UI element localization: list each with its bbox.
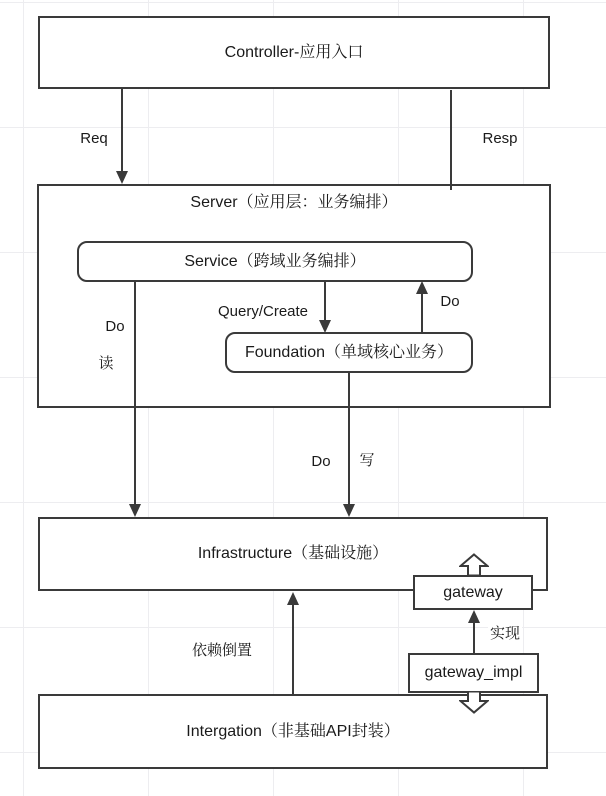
arrowhead-down-icon [319, 320, 331, 333]
arrowhead-up-icon [416, 281, 428, 294]
arrowhead-up-icon [468, 610, 480, 623]
arrowhead-up-icon [287, 592, 299, 605]
edge-implement[interactable] [473, 622, 475, 653]
node-gateway-impl[interactable] [408, 653, 539, 693]
node-gateway-label: gateway [443, 583, 503, 601]
edge-label-dependency-inversion: 依赖倒置 [191, 642, 253, 659]
edge-label-implement: 实现 [489, 625, 521, 642]
edge-label-resp: Resp [482, 130, 518, 147]
hollow-arrow-down-icon [459, 691, 489, 714]
edge-label-read: 读 [98, 355, 114, 372]
node-gateway-impl-label: gateway_impl [424, 664, 523, 682]
edge-do-up[interactable] [421, 293, 423, 333]
edge-label-do-up: Do [440, 293, 460, 310]
node-infrastructure-label: Infrastructure（基础设施） [197, 545, 389, 563]
node-server-label: Server（应用层：业务编排） [190, 194, 398, 211]
node-foundation[interactable] [225, 332, 473, 373]
node-service[interactable] [77, 241, 473, 282]
edge-label-do-write: Do [311, 453, 331, 470]
edge-label-do-read: Do [105, 318, 125, 335]
node-foundation-label: Foundation（单域核心业务） [244, 343, 454, 361]
edge-label-write: 写 [359, 452, 375, 469]
edge-dependency-inversion[interactable] [292, 604, 294, 694]
edge-label-query-create: Query/Create [217, 303, 309, 320]
hollow-arrow-up-icon [459, 553, 489, 576]
arrowhead-down-icon [343, 504, 355, 517]
edge-req[interactable] [121, 89, 123, 173]
node-service-label: Service（跨域业务编排） [184, 252, 366, 270]
edge-resp[interactable] [450, 90, 452, 190]
arrowhead-down-icon [129, 504, 141, 517]
arrowhead-down-icon [116, 171, 128, 184]
node-server[interactable] [37, 184, 551, 408]
edge-service-read[interactable] [134, 282, 136, 505]
node-gateway[interactable] [413, 575, 533, 610]
node-intergation-label: Intergation（非基础API封装） [186, 722, 400, 740]
edge-label-req: Req [80, 130, 108, 147]
edge-query-create[interactable] [324, 282, 326, 321]
node-controller-label: Controller-应用入口 [224, 43, 364, 61]
edge-foundation-write[interactable] [348, 372, 350, 505]
node-controller[interactable] [38, 16, 550, 89]
